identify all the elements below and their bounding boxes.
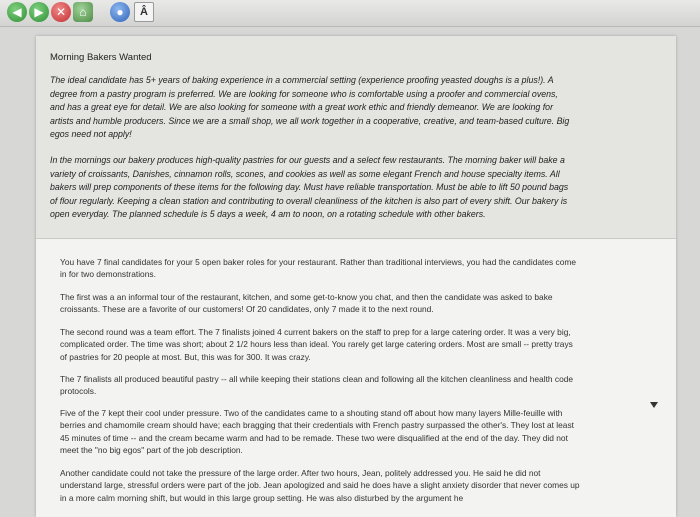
scenario-paragraph: The first was a an informal tour of the restaurant, kitchen, and some get-to-know you chat, and then the candidate was asked to bake croissants. These are a favorite of our customers! Of 20 candidates, only 7 made it to the next round. [60, 292, 553, 315]
document-page [36, 36, 676, 517]
job-posting-title: Morning Bakers Wanted [50, 52, 152, 63]
back-arrow-icon[interactable]: ◀ [7, 2, 27, 22]
mouse-pointer-icon [650, 402, 658, 408]
stop-x-icon[interactable]: ✕ [51, 2, 71, 22]
browser-toolbar [0, 0, 700, 27]
scenario-paragraph: The 7 finalists all produced beautiful pastry -- all while keeping their stations clean and following all the kitchen cleanliness and health code protocols. [60, 374, 574, 397]
home-icon[interactable]: ⌂ [73, 2, 93, 22]
scenario-paragraph: The second round was a team effort. The 7 finalists joined 4 current bakers on the staff to prep for a large catering order. It was a very big, complicated order. The time was short; about 2 1/2 hours less than ideal. You rarely get large catering orders. Most are small -- pretty trays of pastries for 20 people at most. But, this was for 300. It was crazy. [60, 327, 573, 362]
scenario-paragraph: Another candidate could not take the pressure of the large order. After two hours, Jean, politely addressed you. He said he did not understand large, stressful orders were part of the job. Jean apologized and said he does have a slight anxiety disorder that never comes up in a more calm morning shift, but would in this large group setting. He was also disturbed by the argument he [60, 468, 580, 503]
job-posting-paragraph-2: In the mornings our bakery produces high-quality pastries for our guests and a select few restaurants. The morning baker will bake a variety of croissants, Danishes, cinnamon rolls, scones, and cookies as well as some elegant French and house specialty items. All bakers will prep components of these items for the following day. Must have reliable transportation. Must be able to lift 50 pound bags of flour regularly. Keeping a clean station and contributing to overall cleanliness of the kitchen is also part of every shift. Our bakery is open everyday. The planned schedule is 5 days a week, 4 am to noon, on a rotating schedule with other bakers. [50, 155, 569, 219]
scenario-paragraph: You have 7 final candidates for your 5 open baker roles for your restaurant. Rather than traditional interviews, you had the candidates come in for two demonstrations. [60, 257, 576, 280]
font-icon[interactable]: Â [134, 2, 154, 22]
job-posting-box [36, 36, 676, 239]
job-posting-paragraph-1: The ideal candidate has 5+ years of baking experience in a commercial setting (experience proofing yeasted doughs is a plus!). A degree from a pastry program is preferred. We are looking for someone who is comfortable using a proofer and commercial ovens, and has a great eye for detail. We are also looking for someone with a great work ethic and friendly demeanor. We are looking for artists and humble producers. Since we are a small shop, we all work together in a cooperative, creative, and team-based culture. Big egos need not apply! [50, 75, 570, 139]
scenario-paragraph: Five of the 7 kept their cool under pressure. Two of the candidates came to a shouting stand off about how many layers Mille-feuille with berries and chamomile cream should have; each bragging that their credentials with French pastry surpassed the other's. They lost at least 45 minutes of time -- and the cream became warm and had to be remade. These two were disqualified at the end of the day. They did not meet the "no big egos" part of the job description. [60, 408, 574, 456]
forward-arrow-icon[interactable]: ▶ [29, 2, 49, 22]
person-icon[interactable]: ● [110, 2, 130, 22]
